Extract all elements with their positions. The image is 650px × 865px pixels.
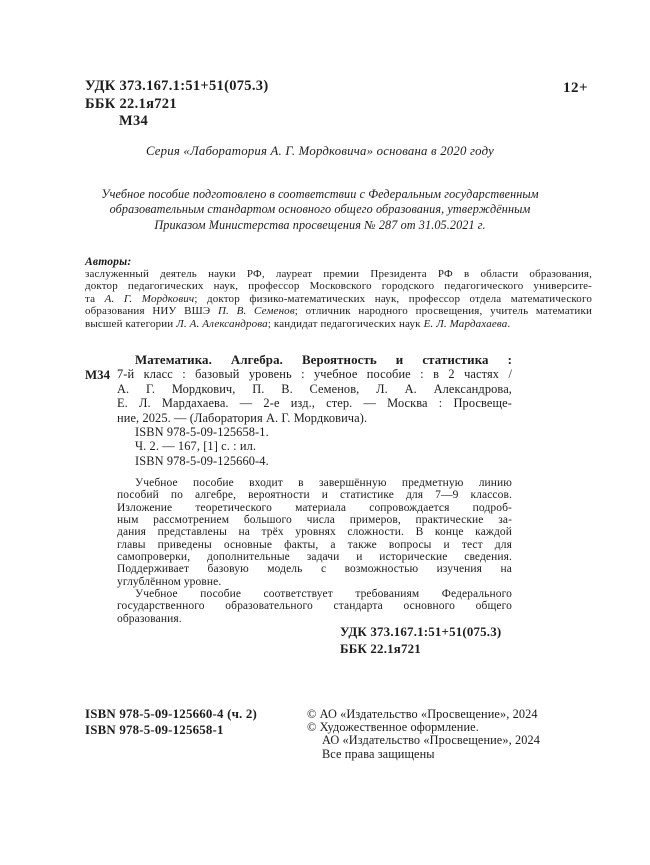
annotation-paragraph-2: Учебное пособие соответствует требованиям Федерального государственного образовательного стандарта основного общего образования. [117,588,512,625]
bottom-udk-code: УДК 373.167.1:51+51(075.3) [340,625,502,639]
authors-heading: Авторы: [85,255,132,268]
bibliographic-record [117,353,512,468]
bib-details: ISBN 978-5-09-125658-1. Ч. 2. — 167, [1] с. : ил. ISBN 978-5-09-125660-4. [135,425,269,468]
authors-block [85,255,592,330]
udk-code: УДК 373.167.1:51+51(075.3) [85,78,269,94]
authors-paragraph: заслуженный деятель науки РФ, лауреат премии Президента РФ в области образования, доктор педагогических наук, профессор Московского городского педагогического университе- та А. Г. Мордкович; доктор физико-математических наук, профессор отдела математического образования НИУ ВШЭ П. В. Семенов; отличник народного просвещения, учитель математики высшей категории Л. А. Александрова; кандидат педагогических наук Е. Л. Мардахаева. [85,268,592,330]
bib-catalogue-letter: М34 [85,368,111,382]
bbk-code: ББК 22.1я721 [85,95,177,112]
bib-title: Математика. Алгебра. Вероятность и статистика : [135,353,512,367]
footer-isbn-block: ISBN 978-5-09-125660-4 (ч. 2) ISBN 978-5-09-125658-1 [85,707,258,737]
copyright-block: © АО «Издательство «Просвещение», 2024 © Художественное оформление. АО «Издательство «Просвещение», 2024 Все права защищены [307,707,540,761]
bottom-bbk-code: ББК 22.1я721 [340,641,421,656]
top-catalogue-codes [85,78,268,131]
series-note: Серия «Лаборатория А. Г. Мордковича» основана в 2020 году [145,144,494,158]
age-restriction-badge: 12+ [563,80,589,96]
fgos-compliance-note: Учебное пособие подготовлено в соответствии с Федеральным государственным образовательным стандартом основного общего образования, утверждённым Приказом Министерства просвещения № 287 от 31.05.2021 г. [101,187,539,232]
bottom-catalogue-codes [340,624,501,657]
annotation-paragraph-1: Учебное пособие входит в завершённую предметную линию пособий по алгебре, вероятности и статистике для 7—9 классов. Изложение теоретического материала сопровождается подроб- ным рассмотрением большого числа примеров, практические за- дания представлены на трёх уровнях сложности. В конце каждой главы приведены основные факты, а также вопросы и тест для самопроверки, дополнительные задачи и исторические сведения. Поддерживает базовую модель с возможностью изучения на углублённом уровне. [117,477,512,588]
annotation [117,477,512,625]
bib-description: 7-й класс : базовый уровень : учебное пособие : в 2 частях / А. Г. Мордкович, П. В. Семенов, Л. А. Александрова, Е. Л. Мардахаева. — 2-е изд., стер. — Москва : Просвеще- ние, 2025. — (Лаборатория А. Г. Мордковича). [117,367,512,425]
catalogue-letter: М34 [119,113,149,129]
